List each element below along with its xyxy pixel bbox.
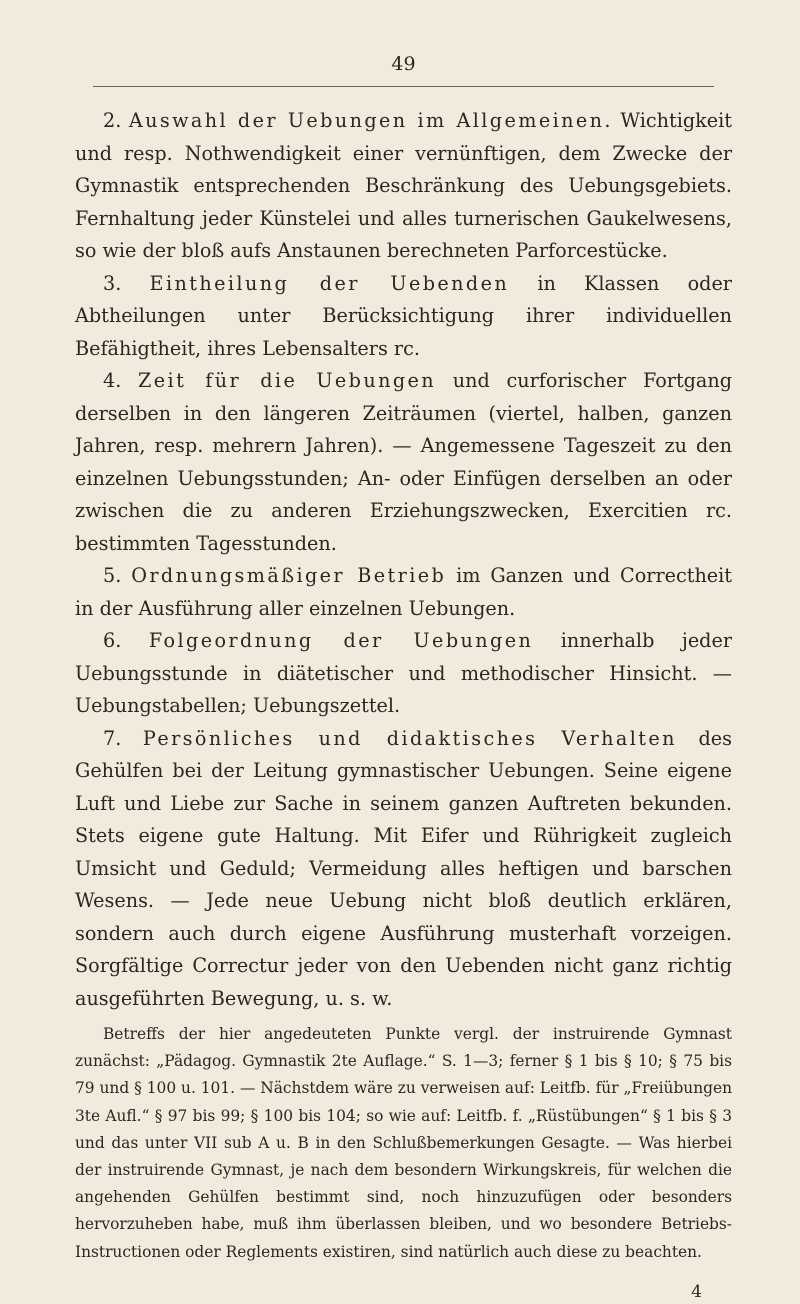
paragraph-body: des Gehülfen bei der Leitung gymnastischer Uebungen. Seine eigene Luft und Liebe zur Sache in seinem ganzen Auftreten bekunden. Stets eigene gute Haltung. Mit Eifer und Rührigkeit zugleich Umsicht und Geduld; Vermeidung alles heftigen und barschen Wesens. — Jede neue Uebung nicht bloß deutlich erklären, sondern auch durch eigene Ausführung musterhaft vorzeigen. Sorgfältige Correctur jeder von den Uebenden nicht ganz richtig ausgeführten Bewegung, u. s. w. (75, 726, 732, 1010)
paragraph-5 (75, 560, 732, 625)
paragraph-number: 5. (103, 564, 122, 587)
paragraph-number: 6. (103, 629, 122, 652)
paragraph-heading: Eintheilung der Uebenden (149, 271, 510, 295)
paragraph-heading: Ordnungsmäßiger Betrieb (131, 564, 447, 587)
paragraph-heading: Auswahl der Uebungen im Allgemeinen. (128, 109, 613, 132)
paragraph-number: 3. (103, 271, 122, 295)
paragraph-body: Wichtigkeit und resp. Nothwendigkeit einer vernünftigen, dem Zwecke der Gymnastik entsprechenden Beschränkung des Uebungsgebiets. Fernhaltung jeder Künstelei und alles turnerischen Gaukelwesens, so wie der bloß aufs Anstaunen berechneten Parforcestücke. (75, 109, 732, 262)
paragraph-number: 2. (103, 109, 122, 132)
paragraph-number: 4. (103, 369, 122, 392)
paragraph-7 (75, 723, 732, 1016)
printer-signature: 4 (691, 1281, 702, 1302)
paragraph-body: in Klassen oder Abtheilungen unter Berücksichtigung ihrer individuellen Befähigtheit, ihres Lebensalters rc. (75, 271, 732, 360)
paragraph-6 (75, 625, 732, 723)
paragraph-body: und curforischer Fortgang derselben in den längeren Zeiträumen (viertel, halben, ganzen Jahren, resp. mehrern Jahren). — Angemessene Tageszeit zu den einzelnen Uebungsstunden; An- oder Einfügen derselben an oder zwischen die zu anderen Erziehungszwecken, Exercitien rc. bestimmten Tagesstunden. (75, 369, 733, 555)
page-number: 49 (391, 53, 416, 75)
footnote: Betreffs der hier angedeuteten Punkte vergl. der instruirende Gymnast zunächst: „Pädagog. Gymnastik 2te Auflage.“ S. 1—3; ferner § 1 bis § 10; § 75 bis 79 und § 100 u. 101. — Nächstdem wäre zu verweisen auf: Leitfb. für „Freiübungen 3te Aufl.“ § 97 bis 99; § 100 bis 104; so wie auf: Leitfb. f. „Rüstübungen“ § 1 bis § 3 und das unter VII sub A u. B in den Schlußbemerkungen Gesagte. — Was hierbei der instruirende Gymnast, je nach dem besondern Wirkungskreis, für welchen die angehenden Gehülfen bestimmt sind, noch hinzuzufügen oder besonders hervorzuheben habe, muß ihm überlassen bleiben, und wo besondere Betriebs-Instructionen oder Reglements existiren, sind natürlich auch diese zu beachten. (75, 1025, 732, 1261)
paragraph-4 (75, 365, 732, 560)
paragraph-heading: Persönliches und didaktisches Verhalten (142, 726, 677, 750)
paragraph-body: im Ganzen und Correctheit in der Ausführung aller einzelnen Uebungen. (75, 564, 733, 620)
paragraph-heading: Zeit für die Uebungen (138, 369, 437, 392)
paragraph-body: innerhalb jeder Uebungsstunde in diätetischer und methodischer Hinsicht. — Uebungstabellen; Uebungszettel. (75, 629, 732, 717)
paragraph-3 (75, 268, 732, 366)
paragraph-number: 7. (103, 726, 122, 750)
header-rule (93, 86, 714, 87)
paragraph-2 (75, 105, 732, 268)
paragraph-heading: Folgeordnung der Uebungen (148, 629, 534, 652)
